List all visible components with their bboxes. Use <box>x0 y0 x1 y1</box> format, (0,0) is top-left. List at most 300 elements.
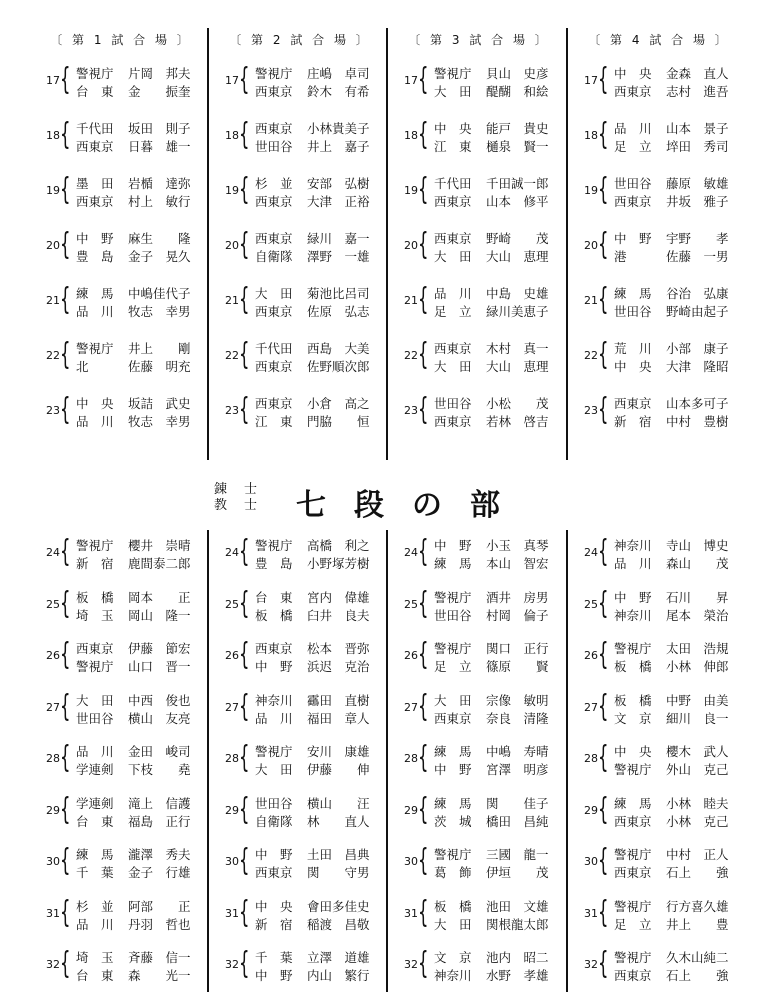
match-entry <box>36 229 206 265</box>
prefecture-label: 中 央 <box>434 121 472 136</box>
prefecture-label: 新 宿 <box>76 556 114 571</box>
brace-symbol: { <box>60 117 71 152</box>
competitor-row <box>614 845 744 863</box>
match-entry <box>394 948 564 984</box>
match-number: 21 <box>46 294 60 307</box>
column-divider <box>386 530 388 992</box>
competitor-name: 門脇 恒 <box>307 414 370 429</box>
match-number: 28 <box>584 752 598 765</box>
competitor-name: 櫻井 崇晴 <box>128 538 191 553</box>
competitor-row <box>76 357 206 375</box>
match-entry <box>574 536 744 572</box>
brace-symbol: { <box>60 62 71 97</box>
venue-heading: 〔 第 1 試 合 場 〕 <box>50 33 192 47</box>
prefecture-label: 足 立 <box>614 916 652 932</box>
match-number: 29 <box>46 803 60 817</box>
brace-symbol: { <box>418 946 429 981</box>
match-entry <box>215 64 385 100</box>
competitor-row <box>434 863 564 881</box>
competitor-row <box>76 863 206 881</box>
match-number: 32 <box>225 958 239 971</box>
competitor-name: 外山 克己 <box>666 762 729 777</box>
match-number: 24 <box>584 546 598 559</box>
match-number: 21 <box>225 294 239 307</box>
competitor-row <box>76 394 206 412</box>
match-number: 17 <box>404 74 418 87</box>
prefecture-label: 埼 玉 <box>76 607 114 623</box>
brace-symbol: { <box>60 337 71 372</box>
brace-symbol: { <box>239 791 250 827</box>
brace-symbol: { <box>598 843 609 878</box>
brace-symbol: { <box>239 534 250 569</box>
competitor-name: 小部 康子 <box>666 341 729 356</box>
competitor-row <box>255 639 385 657</box>
prefecture-label: 中 野 <box>614 589 652 605</box>
competitor-name: 村上 敏行 <box>128 194 191 209</box>
competitor-row <box>614 606 744 624</box>
match-entry <box>36 394 206 430</box>
competitor-name: 金 振奎 <box>128 84 191 99</box>
prefecture-label: 北 <box>76 359 89 374</box>
brace-symbol: { <box>598 585 609 621</box>
prefecture-label: 千代田 <box>434 176 472 191</box>
competitor-row <box>614 302 744 320</box>
brace-symbol: { <box>239 688 250 724</box>
match-number: 30 <box>46 855 60 868</box>
brace-symbol: { <box>418 227 429 262</box>
competitor-name: 岡本 正 <box>128 589 191 605</box>
rank-label-suffix <box>244 482 257 514</box>
prefecture-label: 警視庁 <box>614 847 652 862</box>
prefecture-label: 西東京 <box>76 194 114 209</box>
brace-symbol: { <box>60 392 71 427</box>
competitor-row <box>434 812 564 830</box>
prefecture-label: 警視庁 <box>255 66 293 81</box>
prefecture-label: 大 田 <box>255 286 293 301</box>
competitor-name: 金子 行雄 <box>128 865 191 880</box>
competitor-name: 立澤 道雄 <box>307 950 370 965</box>
competitor-name: 土田 昌典 <box>307 847 370 862</box>
competitor-row <box>614 119 744 137</box>
match-number: 31 <box>225 906 239 920</box>
brace-symbol: { <box>239 585 250 621</box>
competitor-name: 庄嶋 卓司 <box>307 66 370 81</box>
brace-symbol: { <box>418 392 429 427</box>
competitor-row <box>614 588 744 606</box>
prefecture-label: 品 川 <box>255 710 293 726</box>
prefecture-label: 練 馬 <box>434 556 472 571</box>
match-entry <box>394 284 564 320</box>
competitor-name: 中西 俊也 <box>128 692 191 708</box>
match-number: 25 <box>46 597 60 611</box>
competitor-row <box>614 897 744 915</box>
competitor-row <box>255 174 385 192</box>
prefecture-label: 練 馬 <box>76 286 114 301</box>
competitor-name: 井上 豊 <box>666 916 729 932</box>
prefecture-label: 西東京 <box>434 341 472 356</box>
prefecture-label: 中 野 <box>255 659 293 674</box>
competitor-name: 関 守男 <box>307 865 370 880</box>
court-column <box>36 0 206 460</box>
match-number: 24 <box>404 546 418 559</box>
brace-symbol: { <box>598 637 609 672</box>
rank-char: 教 <box>214 498 228 513</box>
competitor-row <box>76 137 206 155</box>
brace-symbol: { <box>598 227 609 262</box>
competitor-row <box>434 247 564 265</box>
competitor-row <box>255 897 385 915</box>
competitor-name: 山本 修平 <box>486 194 549 209</box>
competitor-name: 浜迟 克治 <box>307 659 370 674</box>
competitor-row <box>255 357 385 375</box>
match-entry <box>36 119 206 155</box>
brace-symbol: { <box>418 117 429 152</box>
competitor-row <box>434 536 564 554</box>
prefecture-label: 西東京 <box>255 865 293 880</box>
prefecture-label: 埼 玉 <box>76 950 114 965</box>
prefecture-label: 中 野 <box>255 847 293 862</box>
prefecture-label: 西東京 <box>614 968 652 983</box>
brace-symbol: { <box>239 894 250 930</box>
match-number: 18 <box>46 129 60 142</box>
prefecture-label: 板 橋 <box>434 898 472 914</box>
prefecture-label: 葛 飾 <box>434 865 472 880</box>
brace-symbol: { <box>239 740 250 775</box>
competitor-name: 池田 文雄 <box>486 898 549 914</box>
competitor-row <box>434 229 564 247</box>
competitor-name: 臼井 良夫 <box>307 607 370 623</box>
competitor-row <box>76 82 206 100</box>
prefecture-label: 台 東 <box>76 84 114 99</box>
competitor-row <box>76 192 206 210</box>
brace-symbol: { <box>60 534 71 569</box>
competitor-row <box>76 915 206 933</box>
competitor-row <box>76 174 206 192</box>
prefecture-label: 文 京 <box>434 950 472 965</box>
prefecture-label: 西東京 <box>255 121 293 136</box>
prefecture-label: 警視庁 <box>255 538 293 553</box>
competitor-row <box>255 742 385 760</box>
competitor-name: 小林 睦夫 <box>666 795 729 811</box>
match-entry <box>394 339 564 375</box>
match-number: 19 <box>584 184 598 197</box>
competitor-row <box>255 554 385 572</box>
prefecture-label: 千代田 <box>255 341 293 356</box>
match-number: 22 <box>404 349 418 362</box>
competitor-row <box>434 357 564 375</box>
competitor-row <box>76 948 206 966</box>
competitor-row <box>76 284 206 302</box>
match-entry <box>394 536 564 572</box>
competitor-row <box>434 554 564 572</box>
match-number: 26 <box>404 649 418 662</box>
brace-symbol: { <box>418 791 429 827</box>
brace-symbol: { <box>418 585 429 621</box>
competitor-name: 福田 章人 <box>307 710 370 726</box>
match-entry <box>215 339 385 375</box>
rank-char: 士 <box>244 482 258 497</box>
competitor-name: 佐藤 一男 <box>666 249 729 264</box>
prefecture-label: 西東京 <box>434 194 472 209</box>
match-entry <box>215 394 385 430</box>
competitor-name: 阿部 正 <box>128 898 191 914</box>
competitor-row <box>434 760 564 778</box>
competitor-name: 行方喜久雄 <box>666 898 729 914</box>
competitor-row <box>255 536 385 554</box>
competitor-row <box>255 119 385 137</box>
match-entry <box>215 639 385 675</box>
competitor-row <box>434 284 564 302</box>
competitor-row <box>614 691 744 709</box>
match-entry <box>394 394 564 430</box>
prefecture-label: 足 立 <box>434 304 472 319</box>
competitor-row <box>614 536 744 554</box>
match-number: 23 <box>225 404 239 417</box>
competitor-row <box>434 948 564 966</box>
match-number: 29 <box>225 803 239 817</box>
prefecture-label: 江 東 <box>255 414 293 429</box>
prefecture-label: 練 馬 <box>434 795 472 811</box>
competitor-row <box>76 794 206 812</box>
competitor-name: 村岡 倫子 <box>486 607 549 623</box>
prefecture-label: 大 田 <box>76 692 114 708</box>
competitor-row <box>614 639 744 657</box>
competitor-name: 森 光一 <box>128 968 191 983</box>
prefecture-label: 世田谷 <box>434 396 472 411</box>
prefecture-label: 警視庁 <box>76 538 114 553</box>
match-entry <box>574 339 744 375</box>
brace-symbol: { <box>60 894 71 930</box>
prefecture-label: 品 川 <box>614 556 652 571</box>
competitor-row <box>614 229 744 247</box>
competitor-row <box>255 606 385 624</box>
prefecture-label: 中 野 <box>76 231 114 246</box>
competitor-name: 井上 嘉子 <box>307 139 370 154</box>
brace-symbol: { <box>60 946 71 981</box>
competitor-name: 橋田 昌純 <box>486 813 549 829</box>
competitor-row <box>434 137 564 155</box>
prefecture-label: 警視庁 <box>614 641 652 656</box>
prefecture-label: 警視庁 <box>614 898 652 914</box>
competitor-row <box>614 64 744 82</box>
competitor-name: 瀧澤 秀夫 <box>128 847 191 862</box>
prefecture-label: 大 田 <box>434 84 472 99</box>
prefecture-label: 新 宿 <box>255 916 293 932</box>
match-number: 20 <box>46 239 60 252</box>
match-entry <box>215 845 385 881</box>
prefecture-label: 中 野 <box>614 231 652 246</box>
match-number: 32 <box>404 958 418 971</box>
brace-symbol: { <box>239 843 250 878</box>
competitor-row <box>255 229 385 247</box>
competitor-name: 宗像 敏明 <box>486 692 549 708</box>
competitor-row <box>614 394 744 412</box>
brace-symbol: { <box>598 62 609 97</box>
competitor-row <box>434 192 564 210</box>
prefecture-label: 西東京 <box>255 641 293 656</box>
competitor-name: 坂田 則子 <box>128 121 191 136</box>
competitor-row <box>255 948 385 966</box>
prefecture-label: 台 東 <box>76 813 114 829</box>
competitor-row <box>76 119 206 137</box>
competitor-row <box>76 657 206 675</box>
competitor-name: 三國 龍一 <box>486 847 549 862</box>
competitor-name: 小玉 真琴 <box>486 538 549 553</box>
column-divider <box>207 28 209 460</box>
competitor-row <box>434 742 564 760</box>
prefecture-label: 警視庁 <box>434 66 472 81</box>
match-entry <box>394 639 564 675</box>
competitor-row <box>76 760 206 778</box>
match-entry <box>574 639 744 675</box>
competitor-name: 井坂 雅子 <box>666 194 729 209</box>
competitor-name: 牧志 幸男 <box>128 304 191 319</box>
prefecture-label: 練 馬 <box>434 744 472 759</box>
prefecture-label: 板 橋 <box>614 659 652 674</box>
brace-symbol: { <box>598 534 609 569</box>
competitor-row <box>434 588 564 606</box>
brace-symbol: { <box>418 894 429 930</box>
competitor-row <box>614 709 744 727</box>
match-entry <box>574 284 744 320</box>
match-number: 17 <box>46 74 60 87</box>
match-number: 29 <box>404 803 418 817</box>
match-entry <box>394 229 564 265</box>
competitor-name: 若林 啓吉 <box>486 414 549 429</box>
competitor-name: 森山 茂 <box>666 556 729 571</box>
match-number: 31 <box>584 906 598 920</box>
match-number: 26 <box>225 649 239 662</box>
brace-symbol: { <box>418 62 429 97</box>
match-number: 19 <box>225 184 239 197</box>
competitor-name: 大津 隆昭 <box>666 359 729 374</box>
prefecture-label: 神奈川 <box>614 607 652 623</box>
match-number: 27 <box>225 700 239 714</box>
competitor-row <box>434 119 564 137</box>
competitor-row <box>255 657 385 675</box>
match-entry <box>36 639 206 675</box>
match-number: 27 <box>404 700 418 714</box>
prefecture-label: 中 央 <box>255 898 293 914</box>
competitor-row <box>255 966 385 984</box>
brace-symbol: { <box>598 282 609 317</box>
prefecture-label: 板 橋 <box>255 607 293 623</box>
competitor-row <box>614 966 744 984</box>
competitor-row <box>434 394 564 412</box>
prefecture-label: 西東京 <box>255 84 293 99</box>
match-entry <box>394 894 564 933</box>
competitor-row <box>76 412 206 430</box>
competitor-row <box>614 760 744 778</box>
brace-symbol: { <box>598 894 609 930</box>
competitor-row <box>434 339 564 357</box>
match-entry <box>394 585 564 624</box>
competitor-row <box>76 229 206 247</box>
top-section <box>0 0 760 460</box>
competitor-row <box>255 760 385 778</box>
competitor-name: 山口 晋一 <box>128 659 191 674</box>
prefecture-label: 台 東 <box>76 968 114 983</box>
court-column <box>574 0 744 460</box>
match-entry <box>394 688 564 727</box>
bottom-section <box>0 530 760 992</box>
competitor-name: 小倉 高之 <box>307 396 370 411</box>
brace-symbol: { <box>418 688 429 724</box>
competitor-row <box>614 137 744 155</box>
competitor-name: 佐藤 明充 <box>128 359 191 374</box>
competitor-name: 中嶋佳代子 <box>128 286 191 301</box>
match-entry <box>574 174 744 210</box>
prefecture-label: 西東京 <box>76 641 114 656</box>
competitor-name: 寺山 博史 <box>666 538 729 553</box>
competitor-row <box>255 709 385 727</box>
prefecture-label: 杉 並 <box>76 898 114 914</box>
brace-symbol: { <box>598 740 609 775</box>
match-number: 21 <box>404 294 418 307</box>
prefecture-label: 神奈川 <box>255 692 293 708</box>
match-entry <box>36 284 206 320</box>
prefecture-label: 杉 並 <box>255 176 293 191</box>
competitor-name: 緑川 嘉一 <box>307 231 370 246</box>
competitor-row <box>76 536 206 554</box>
prefecture-label: 自衛隊 <box>255 813 293 829</box>
prefecture-label: 西東京 <box>614 194 652 209</box>
competitor-name: 能戸 貴史 <box>486 121 549 136</box>
court-column <box>394 0 564 460</box>
competitor-name: 滝上 信護 <box>128 795 191 811</box>
competitor-name: 池内 昭二 <box>486 950 549 965</box>
match-entry <box>574 119 744 155</box>
competitor-name: 日暮 雄一 <box>128 139 191 154</box>
competitor-name: 千田誠一郎 <box>486 176 549 191</box>
prefecture-label: 中 央 <box>614 744 652 759</box>
competitor-name: 井上 剛 <box>128 341 191 356</box>
court-column <box>574 530 744 992</box>
brace-symbol: { <box>598 172 609 207</box>
competitor-row <box>614 284 744 302</box>
match-entry <box>394 742 564 778</box>
competitor-name: 大津 正裕 <box>307 194 370 209</box>
competitor-row <box>76 639 206 657</box>
match-number: 31 <box>46 906 60 920</box>
competitor-name: 野崎由起子 <box>666 304 729 319</box>
competitor-row <box>434 412 564 430</box>
competitor-name: 岡山 隆一 <box>128 607 191 623</box>
match-entry <box>574 948 744 984</box>
competitor-name: 麻生 隆 <box>128 231 191 246</box>
competitor-name: 内山 繁行 <box>307 968 370 983</box>
match-entry <box>215 536 385 572</box>
competitor-row <box>76 302 206 320</box>
competitor-name: 篠原 賢 <box>486 659 549 674</box>
match-number: 22 <box>46 349 60 362</box>
competitor-name: 小林貴美子 <box>307 121 370 136</box>
competitor-row <box>614 948 744 966</box>
match-entry <box>36 948 206 984</box>
brace-symbol: { <box>60 282 71 317</box>
prefecture-label: 大 田 <box>434 916 472 932</box>
match-entry <box>215 229 385 265</box>
prefecture-label: 西東京 <box>255 304 293 319</box>
prefecture-label: 警視庁 <box>434 641 472 656</box>
competitor-name: 宮内 偉雄 <box>307 589 370 605</box>
competitor-name: 稲渡 昌敬 <box>307 916 370 932</box>
competitor-row <box>255 588 385 606</box>
competitor-name: 小松 茂 <box>486 396 549 411</box>
prefecture-label: 西東京 <box>614 813 652 829</box>
venue-heading: 〔 第 2 試 合 場 〕 <box>229 33 371 47</box>
competitor-name: 谷治 弘康 <box>666 286 729 301</box>
